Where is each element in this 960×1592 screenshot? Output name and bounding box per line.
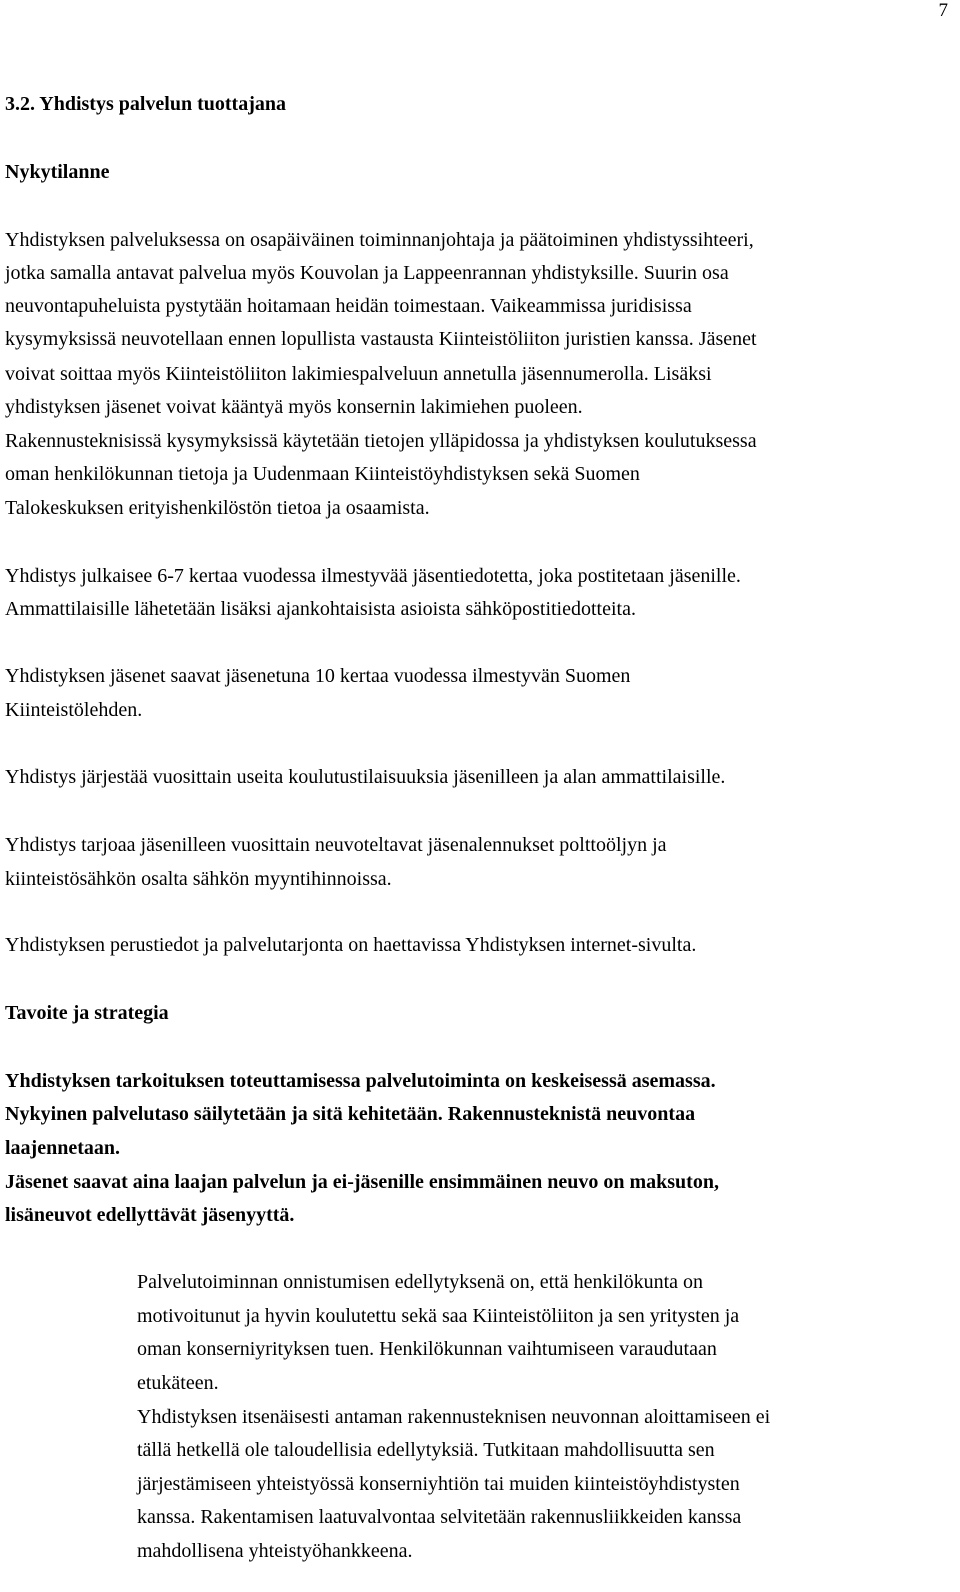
- text-line: voivat soittaa myös Kiinteistöliiton lakimiespalveluun annetulla jäsennumerolla. Lisäksi: [5, 363, 712, 385]
- text-line: Kiinteistölehden.: [5, 699, 143, 721]
- text-line: Yhdistyksen itsenäisesti antaman rakennusteknisen neuvonnan aloittamiseen ei: [137, 1406, 771, 1428]
- text-line: Yhdistyksen perustiedot ja palvelutarjonta on haettavissa Yhdistyksen internet-sivulta.: [5, 934, 697, 956]
- text-line: kysymyksissä neuvotellaan ennen lopullista vastausta Kiinteistöliiton juristien kanssa. Jäsenet: [5, 328, 757, 350]
- text-line: yhdistyksen jäsenet voivat kääntyä myös konsernin lakimiehen puoleen.: [5, 396, 583, 418]
- text-line: Jäsenet saavat aina laajan palvelun ja ei-jäsenille ensimmäinen neuvo on maksuton,: [5, 1171, 719, 1193]
- text-line: motivoitunut ja hyvin koulutettu sekä saa Kiinteistöliiton ja sen yritysten ja: [137, 1305, 740, 1327]
- text-line: Yhdistyksen tarkoituksen toteuttamisessa palvelutoiminta on keskeisessä asemassa.: [5, 1070, 716, 1092]
- text-line: Ammattilaisille lähetetään lisäksi ajankohtaisista asioista sähköpostitiedotteita.: [5, 598, 636, 620]
- text-line: Yhdistys tarjoaa jäsenilleen vuosittain neuvoteltavat jäsenalennukset polttoöljyn ja: [5, 834, 667, 856]
- text-line: lisäneuvot edellyttävät jäsenyyttä.: [5, 1204, 295, 1226]
- text-line: mahdollisena yhteistyöhankkeena.: [137, 1540, 413, 1562]
- text-line: Nykyinen palvelutaso säilytetään ja sitä kehitetään. Rakennusteknistä neuvontaa: [5, 1103, 696, 1125]
- text-line: Rakennusteknisissä kysymyksissä käytetään tietojen ylläpidossa ja yhdistyksen koulutuksessa: [5, 430, 757, 452]
- text-line: kiinteistösähkön osalta sähkön myyntihinnoissa.: [5, 868, 392, 890]
- text-line: tällä hetkellä ole taloudellisia edellytyksiä. Tutkitaan mahdollisuutta sen: [137, 1439, 715, 1461]
- section-heading: 3.2. Yhdistys palvelun tuottajana: [5, 93, 286, 115]
- text-line: etukäteen.: [137, 1372, 219, 1394]
- text-line: neuvontapuheluista pystytään hoitamaan heidän toimestaan. Vaikeammissa juridisissa: [5, 295, 692, 317]
- text-line: oman henkilökunnan tietoja ja Uudenmaan Kiinteistöyhdistyksen sekä Suomen: [5, 463, 640, 485]
- text-line: oman konserniyrityksen tuen. Henkilökunnan vaihtumiseen varaudutaan: [137, 1338, 717, 1360]
- text-line: Palvelutoiminnan onnistumisen edellytyksenä on, että henkilökunta on: [137, 1271, 704, 1293]
- text-line: järjestämiseen yhteistyössä konserniyhtiön tai muiden kiinteistöyhdistysten: [137, 1473, 740, 1495]
- text-line: Yhdistys julkaisee 6-7 kertaa vuodessa ilmestyvää jäsentiedotetta, joka postitetaan jäsenille.: [5, 565, 741, 587]
- text-line: laajennetaan.: [5, 1137, 120, 1159]
- text-line: jotka samalla antavat palvelua myös Kouvolan ja Lappeenrannan yhdistyksille. Suurin osa: [5, 262, 729, 284]
- page-number: 7: [938, 0, 948, 21]
- text-line: Talokeskuksen erityishenkilöstön tietoa ja osaamista.: [5, 497, 430, 519]
- text-line: Yhdistys järjestää vuosittain useita koulutustilaisuuksia jäsenilleen ja alan ammattilaisille.: [5, 766, 726, 788]
- goal-heading: Tavoite ja strategia: [5, 1002, 169, 1024]
- text-line: Yhdistyksen palveluksessa on osapäiväinen toiminnanjohtaja ja päätoiminen yhdistyssihteeri,: [5, 229, 754, 251]
- text-line: kanssa. Rakentamisen laatuvalvontaa selvitetään rakennusliikkeiden kanssa: [137, 1506, 742, 1528]
- text-line: Yhdistyksen jäsenet saavat jäsenetuna 10 kertaa vuodessa ilmestyvän Suomen: [5, 665, 631, 687]
- current-state-heading: Nykytilanne: [5, 161, 110, 183]
